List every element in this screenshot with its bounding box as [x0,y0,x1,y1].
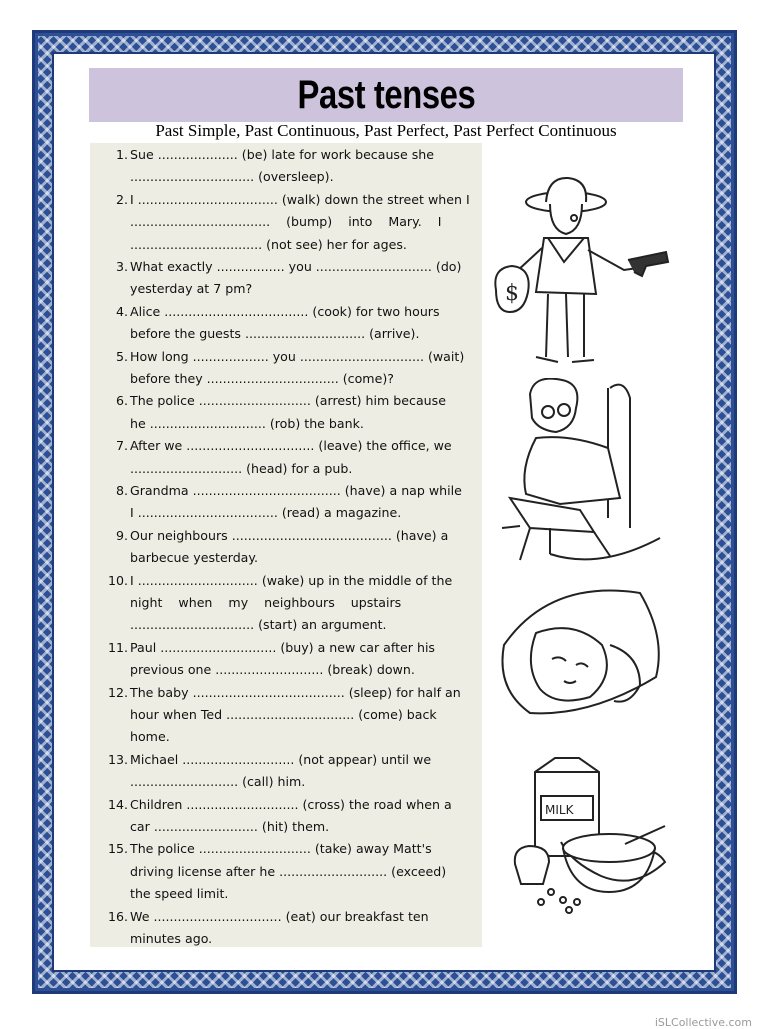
exercise-number: 10. [107,572,128,588]
exercise-text-line: Children ............................ (cross) the road when a [130,796,452,812]
exercise-text-line: Grandma ..................................... (have) a nap while [130,483,462,498]
exercise-item [90,525,482,570]
exercise-number: 4. [115,303,128,319]
exercise-text-line: ................................... (bump) into Mary. I [130,214,442,230]
exercise-number: 12. [107,684,128,700]
exercise-item [90,637,482,682]
exercise-text-line: What exactly ................. you ............................. (do) [130,259,462,274]
page-subtitle: Past Simple, Past Continuous, Past Perfect, Past Perfect Continuous [155,121,617,140]
exercise-text-line: Sue .................... (be) late for work because she [130,147,435,162]
exercise-text-line: previous one ........................... (break) down. [130,662,415,678]
exercise-number: 6. [115,393,128,409]
exercise-number: 2. [115,191,128,207]
exercise-number: 9. [115,527,128,543]
exercise-text-line: I .............................. (wake) up in the middle of the [130,572,453,588]
exercise-text-line: yesterday at 7 pm? [130,281,253,297]
exercise-text-line: We ................................ (eat) our breakfast ten [130,908,429,924]
exercise-text-line: Alice .................................... (cook) for two hours [130,303,440,319]
exercise-number: 11. [107,639,128,655]
exercise-number: 7. [115,438,128,454]
exercise-item [90,390,482,435]
exercise-text-line: ........................... (call) him. [130,774,306,790]
exercise-text-line: Michael ............................ (not appear) until we [130,751,432,767]
exercise-item [90,794,482,839]
exercise-number: 15. [107,841,128,857]
exercise-text-line: before they ................................. (come)? [130,370,394,386]
robber-illustration [488,172,678,377]
exercise-text-line: Paul ............................. (buy) a new car after his [130,639,435,655]
exercise-text-line: driving license after he ........................... (exceed) [130,863,447,879]
exercise-item [90,906,482,951]
exercise-item [90,256,482,301]
exercise-text-line: car .......................... (hit) them. [130,818,330,834]
exercise-number: 1. [115,147,128,162]
footer-watermark: iSLCollective.com [654,1016,752,1029]
exercise-item [90,435,482,480]
exercise-text-line: Our neighbours ........................................ (have) a [130,527,449,543]
svg-text:$: $ [505,281,519,306]
exercise-number: 14. [107,796,128,812]
exercise-text-line: minutes ago. [130,930,213,946]
exercise-text-line: ............................... (start) an argument. [130,617,387,633]
title-banner [89,68,683,122]
exercise-text-line: home. [130,729,170,745]
exercise-text-line: After we ................................ (leave) the office, we [130,438,452,454]
exercise-text-line: I ................................... (walk) down the street when I [130,191,470,207]
exercise-number: 13. [107,751,128,767]
exercise-list [90,143,482,947]
exercise-text-line: I ................................... (read) a magazine. [130,505,402,521]
exercise-item [90,570,482,637]
exercise-item [90,838,482,905]
exercise-text-line: The police ............................ (take) away Matt's [130,841,432,857]
exercise-text-line: night when my neighbours upstairs [130,594,402,610]
exercise-number: 5. [115,348,128,364]
exercise-item [90,301,482,346]
baby-illustration [490,585,670,725]
exercise-item [90,749,482,794]
milk-label: MILK [545,803,574,817]
exercise-text-line: ............................ (head) for a pub. [130,460,353,476]
exercise-item [90,189,482,256]
exercise-text-line: ................................. (not see) her for ages. [130,236,407,252]
exercise-text-line: How long ................... you ............................... (wait) [130,348,465,364]
exercise-item [90,682,482,749]
exercise-text-line: before the guests .............................. (arrive). [130,326,420,342]
exercise-text-line: The police ............................ (arrest) him because [130,393,446,409]
exercise-text-line: hour when Ted ................................ (come) back [130,706,437,722]
exercise-number: 8. [115,483,128,498]
exercise-text-line: he ............................. (rob) the bank. [130,415,364,431]
page-title: Past tenses [297,72,475,117]
exercise-item [90,480,482,525]
exercise-text-line: ............................... (oversleep). [130,169,334,185]
exercise-text-line: the speed limit. [130,886,229,902]
breakfast-illustration [505,752,675,917]
exercise-item [90,346,482,391]
exercise-item [90,144,482,189]
exercise-text-line: The baby ...................................... (sleep) for half an [130,684,461,700]
exercise-text-line: barbecue yesterday. [130,550,259,566]
grandma-illustration [490,378,670,568]
exercise-number: 3. [115,259,128,274]
exercise-number: 16. [107,908,128,924]
